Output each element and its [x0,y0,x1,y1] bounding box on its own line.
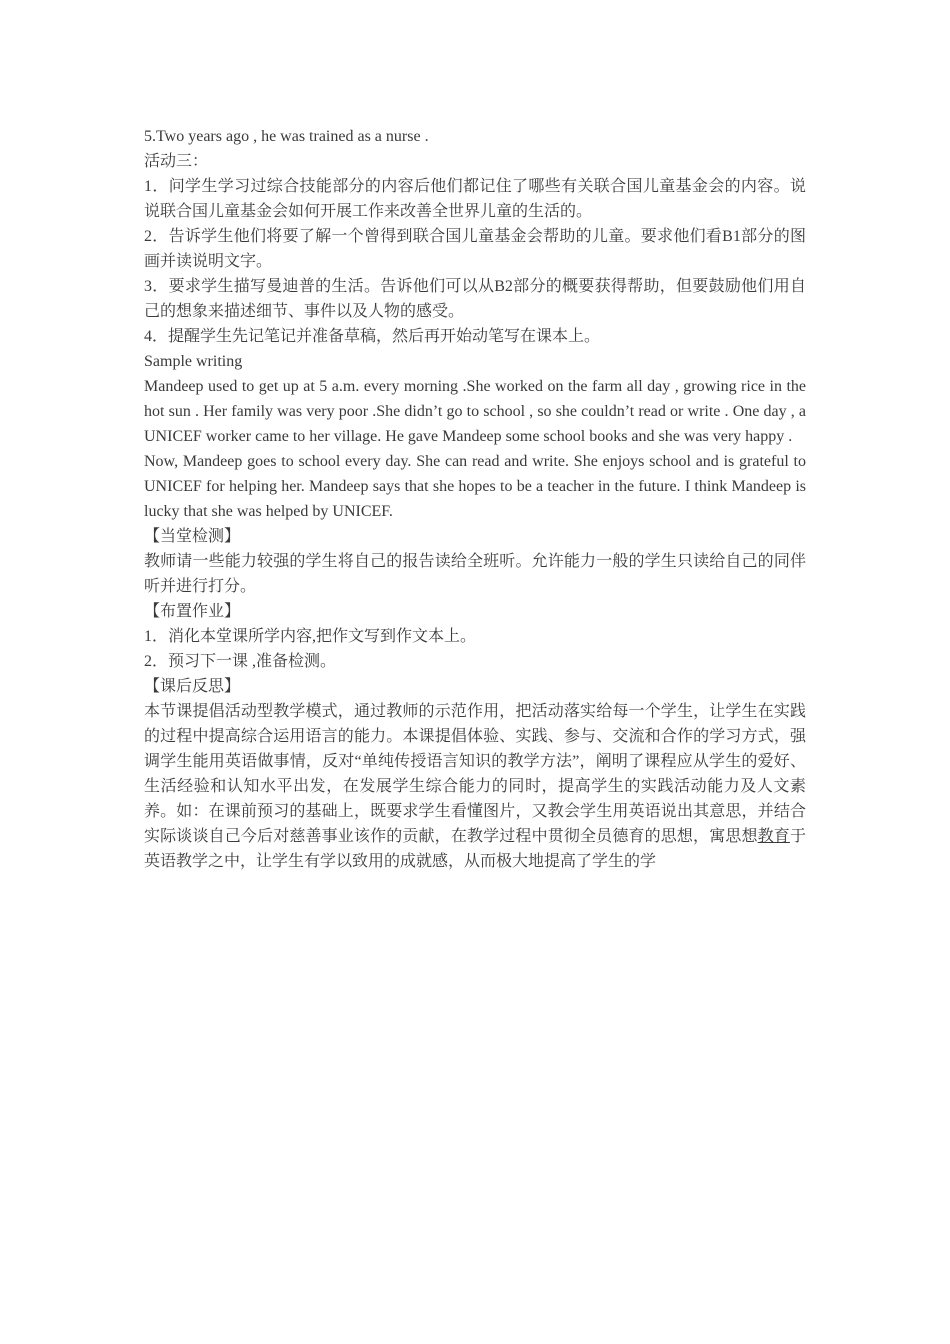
in-class-check-heading: 【当堂检测】 [144,528,241,545]
homework-item-2: 2．预习下一课 ,准备检测。 [144,653,337,670]
education-link[interactable]: 教育 [757,828,790,845]
reflection-text-before: 本节课提倡活动型教学模式，通过教师的示范作用，把活动落实给每一个学生，让学生在实践的过程中提高综合运用语言的能力。本课提倡体验、实践、参与、交流和合作的学习方式，强调学生能用英语做事情，反对“单纯传授语言知识的教学方法”，阐明了课程应从学生的爱好、生活经验和认知水平出发，在发展学生综合能力的同时，提高学生的实践活动能力及人文素养。如：在课前预习的基础上，既要求学生看懂图片，又教会学生用英语说出其意思，并结合实际谈谈自己今后对慈善事业该作的贡献，在教学过程中贯彻全员德育的思想，寓思想 [144,703,806,845]
reflection-paragraph [144,699,806,874]
homework-item-1: 1．消化本堂课所学内容,把作文写到作文本上。 [144,628,477,645]
activity-item-2: 2．告诉学生他们将要了解一个曾得到联合国儿童基金会帮助的儿童。要求他们看B1部分的图画并读说明文字。 [144,228,806,270]
sample-writing-heading: Sample writing [144,353,243,370]
activity-item-4: 4．提醒学生先记笔记并准备草稿，然后再开始动笔写在课本上。 [144,328,601,345]
sentence-line: 5.Two years ago , he was trained as a nurse . [144,128,429,145]
in-class-check-text: 教师请一些能力较强的学生将自己的报告读给全班听。允许能力一般的学生只读给自己的同伴听并进行打分。 [144,553,806,595]
document-page [144,124,806,874]
sample-writing-paragraph-2: Now, Mandeep goes to school every day. She can read and write. She enjoys school and is grateful to UNICEF for helping her. Mandeep says that she hopes to be a teacher in the future. I think Mandeep is lucky that she was helped by UNICEF. [144,453,806,520]
sample-writing-paragraph-1: Mandeep used to get up at 5 a.m. every morning .She worked on the farm all day , growing rice in the hot sun . Her family was very poor .She didn’t go to school , so she couldn’t read or write . One day , a UNICEF worker came to her village. He gave Mandeep some school books and she was very happy . [144,378,806,445]
reflection-heading: 【课后反思】 [144,678,241,695]
homework-heading: 【布置作业】 [144,603,241,620]
activity-item-3: 3．要求学生描写曼迪普的生活。告诉他们可以从B2部分的概要获得帮助，但要鼓励他们用自己的想象来描述细节、事件以及人物的感受。 [144,278,806,320]
activity-three-heading: 活动三： [144,153,209,170]
activity-item-1: 1．问学生学习过综合技能部分的内容后他们都记住了哪些有关联合国儿童基金会的内容。说说联合国儿童基金会如何开展工作来改善全世界儿童的生活的。 [144,178,806,220]
reflection-text-after: 于英语教学之中，让学生有学以致用的成就感，从而极大地提高了学生的学 [144,828,806,870]
